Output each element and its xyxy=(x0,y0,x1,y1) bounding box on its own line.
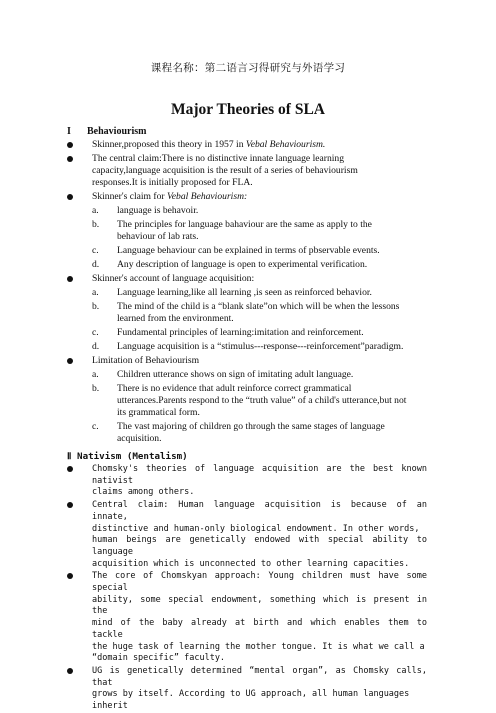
bullet-dot-icon xyxy=(67,142,73,148)
bullet-line: grows by itself. According to UG approach, all human languages inherit xyxy=(92,689,410,712)
bullet-dot-icon xyxy=(67,573,73,579)
bullet-text: Skinner's account of language acquisition: xyxy=(92,273,255,284)
sub-item-letter: a. xyxy=(92,369,99,380)
section1-body xyxy=(67,139,427,445)
sub-item xyxy=(67,421,427,445)
bullet-line: Chomsky's theories of language acquisition are the best known nativist xyxy=(92,464,427,486)
document-title: Major Theories of SLA xyxy=(171,101,325,118)
sub-item xyxy=(67,245,427,257)
sub-item-letter: c. xyxy=(92,327,99,338)
bullet-dot-icon xyxy=(67,668,73,674)
sub-item-letter: b. xyxy=(92,301,100,312)
sub-item-letter: d. xyxy=(92,259,100,270)
sub-item xyxy=(67,205,427,217)
bullet-line: responses.It is initially proposed for FLA. xyxy=(92,177,253,188)
sub-item-line: Children utterance shows on sign of imitating adult language. xyxy=(117,369,354,380)
book-title: Vebal Behaviourism: xyxy=(167,191,248,202)
sub-item xyxy=(67,219,427,243)
sub-item-line: The principles for language bahaviour are the same as apply to the xyxy=(117,219,372,230)
section-number: I xyxy=(67,126,71,137)
claims-list xyxy=(67,205,427,271)
bullet-dot-icon xyxy=(67,502,73,508)
bullet-line: distinctive and human-only biological endowment. In other words, xyxy=(92,523,420,534)
sub-item-line: utterances.Parents respond to the “truth value” of a child's utterance,but not xyxy=(117,395,407,406)
account-list xyxy=(67,287,427,353)
bullet-text: Skinner,proposed this theory in 1957 in xyxy=(92,139,246,150)
bullet-item xyxy=(67,355,427,367)
bullet-line: ability, some special endowment, something which is present in the xyxy=(92,594,427,617)
sub-item-line: The vast majoring of children go through the same stages of language xyxy=(117,421,385,432)
bullet-dot-icon xyxy=(67,156,73,162)
sub-item xyxy=(67,301,427,325)
bullet-line: The central claim:There is no distinctive innate language learning xyxy=(92,153,345,164)
bullet-line: human beings are genetically endowed with special ability to language xyxy=(92,535,427,557)
sub-item xyxy=(67,327,427,339)
sub-item-line: There is no evidence that adult reinforce correct grammatical xyxy=(117,383,352,394)
sub-item-line: its grammatical form. xyxy=(117,407,200,418)
section2-body xyxy=(67,464,427,713)
bullet-item xyxy=(92,666,427,713)
course-header: 课程名称：第二语言习得研究与外语学习 xyxy=(150,62,346,74)
bullet-line: UG is genetically determined “mental organ”, as Chomsky calls, that xyxy=(92,665,427,688)
section-heading-nativism: Ⅱ Nativism (Mentalism) xyxy=(67,451,188,462)
sub-item xyxy=(67,383,427,419)
sub-item-line: acquisition. xyxy=(117,433,162,444)
sub-item-letter: b. xyxy=(92,219,100,230)
bullet-text: Skinner's claim for xyxy=(92,191,167,202)
bullet-line: claims among others. xyxy=(92,487,195,498)
bullet-text: Limitation of Behaviourism xyxy=(92,355,200,366)
sub-item-line: Fundamental principles of learning:imitation and reinforcement. xyxy=(117,327,364,338)
sub-item-line: learned from the environment. xyxy=(117,313,234,324)
bullet-line: The core of Chomskyan approach: Young children must have some special xyxy=(92,571,427,594)
bullet-item xyxy=(67,191,427,203)
bullet-item xyxy=(67,139,427,151)
bullet-item xyxy=(92,464,427,499)
bullet-item xyxy=(92,571,427,665)
bullet-dot-icon xyxy=(67,194,73,200)
sub-item xyxy=(67,369,427,381)
bullet-line: “domain specific” faculty. xyxy=(92,653,226,664)
bullet-item xyxy=(67,153,427,189)
section-heading-behaviourism xyxy=(67,126,146,137)
section-title: Behaviourism xyxy=(87,126,147,137)
sub-item-line: Any description of language is open to experimental verification. xyxy=(117,259,368,270)
sub-item-line: language is behavoir. xyxy=(117,205,199,216)
sub-item-letter: c. xyxy=(92,421,99,432)
sub-item xyxy=(67,341,427,353)
sub-item-letter: a. xyxy=(92,287,99,298)
book-title: Vebal Behaviourism. xyxy=(245,139,326,150)
bullet-line: mind of the baby already at birth and which enables them to tackle xyxy=(92,618,427,640)
sub-item-line: Language behaviour can be explained in terms of pbservable events. xyxy=(117,245,380,256)
sub-item-line: Language acquisition is a “stimulus---response---reinforcement”paradigm. xyxy=(117,341,404,352)
sub-item-line: Language learning,like all learning ,is seen as reinforced behavior. xyxy=(117,287,372,298)
bullet-line: Central claim: Human language acquisition is because of an innate, xyxy=(92,500,427,522)
bullet-line: capacity,language acquisition is the result of a series of behaviourism xyxy=(92,165,358,176)
sub-item-line: The mind of the child is a “blank slate”on which will be when the lessons xyxy=(117,301,400,312)
bullet-item xyxy=(92,500,427,570)
bullet-dot-icon xyxy=(67,276,73,282)
bullet-line: acquisition which is unconnected to other learning capacities. xyxy=(92,558,410,569)
bullet-dot-icon xyxy=(67,358,73,364)
bullet-item xyxy=(67,273,427,285)
sub-item xyxy=(67,287,427,299)
bullet-dot-icon xyxy=(67,466,73,472)
sub-item-letter: a. xyxy=(92,205,99,216)
sub-item xyxy=(67,259,427,271)
sub-item-line: behaviour of lab rats. xyxy=(117,231,199,242)
sub-item-letter: c. xyxy=(92,245,99,256)
sub-item-letter: d. xyxy=(92,341,100,352)
bullet-line: the huge task of learning the mother tongue. It is what we call a xyxy=(92,641,425,652)
limitations-list xyxy=(67,369,427,445)
sub-item-letter: b. xyxy=(92,383,100,394)
